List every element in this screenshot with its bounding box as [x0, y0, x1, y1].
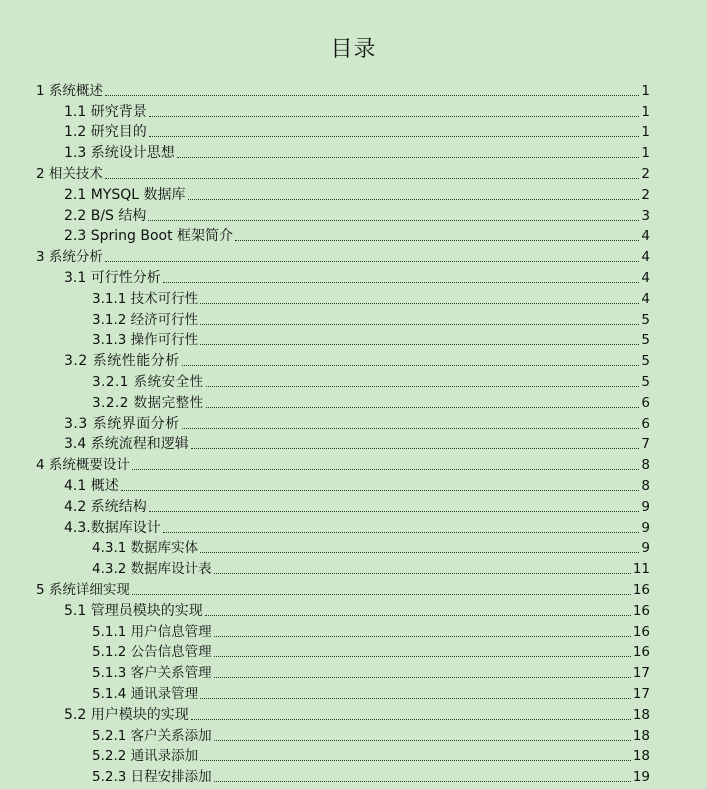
dot-leader: [191, 448, 640, 449]
toc-entry-label: 3.3 系统界面分析: [64, 415, 180, 432]
toc-entry-page: 4: [641, 228, 650, 245]
toc-entry-2-1[interactable]: [64, 184, 650, 205]
toc-entry-label: 2 相关技术: [36, 165, 103, 182]
toc-entry-page: 7: [641, 436, 650, 453]
toc-entry-label: 5 系统详细实现: [36, 581, 130, 598]
toc-entry-label: 5.2.2 通讯录添加: [92, 748, 199, 765]
dot-leader: [200, 698, 631, 699]
dot-leader: [214, 573, 631, 574]
dot-leader: [214, 677, 631, 678]
toc-entry-label: 4.1 概述: [64, 477, 119, 494]
toc-entry-3[interactable]: [36, 246, 650, 267]
toc-entry-page: 19: [632, 769, 650, 786]
toc-entry-page: 8: [641, 477, 650, 494]
toc-entry-page: 16: [632, 581, 650, 598]
toc-entry-5[interactable]: [36, 579, 650, 600]
toc-entry-label: 5.2 用户模块的实现: [64, 706, 189, 723]
toc-entry-page: 16: [632, 623, 650, 640]
toc-entry-4-3-1[interactable]: [92, 538, 650, 559]
toc-entry-label: 5.1 管理员模块的实现: [64, 602, 203, 619]
toc-entry-label: 1.1 研究背景: [64, 103, 147, 120]
dot-leader: [105, 95, 640, 96]
toc-entry-5-1[interactable]: [64, 600, 650, 621]
toc-entry-1-1[interactable]: [64, 101, 650, 122]
toc-entry-1[interactable]: [36, 80, 650, 101]
toc-entry-label: 1 系统概述: [36, 82, 103, 99]
toc-entry-label: 4.3.数据库设计: [64, 519, 161, 536]
toc-entry-5-2-3[interactable]: [92, 766, 650, 787]
toc-entry-page: 4: [641, 249, 650, 266]
page-title: 目录: [330, 37, 377, 62]
toc-entry-3-1-1[interactable]: [92, 288, 650, 309]
dot-leader: [132, 594, 631, 595]
toc-entry-label: 4.3.1 数据库实体: [92, 540, 199, 557]
toc-entry-page: 16: [632, 602, 650, 619]
dot-leader: [214, 740, 631, 741]
toc-entry-label: 1.2 研究目的: [64, 124, 147, 141]
toc-entry-5-1-1[interactable]: [92, 621, 650, 642]
toc-entry-5-1-3[interactable]: [92, 662, 650, 683]
dot-leader: [200, 760, 631, 761]
toc-entry-page: 1: [641, 103, 650, 120]
toc-entry-page: 5: [641, 373, 650, 390]
dot-leader: [105, 261, 640, 262]
toc-entry-5-1-4[interactable]: [92, 683, 650, 704]
toc-entry-5-2-1[interactable]: [92, 725, 650, 746]
toc-entry-2[interactable]: [36, 163, 650, 184]
toc-entry-4-3-2[interactable]: [92, 558, 650, 579]
dot-leader: [132, 469, 640, 470]
toc-entry-page: 4: [641, 269, 650, 286]
toc-entry-label: 3.2.1 系统安全性: [92, 373, 204, 390]
toc-entry-label: 3.2 系统性能分析: [64, 353, 180, 370]
toc-entry-label: 5.1.4 通讯录管理: [92, 685, 199, 702]
toc-entry-label: 4.2 系统结构: [64, 498, 147, 515]
toc-entry-page: 3: [641, 207, 650, 224]
toc-entry-label: 5.1.3 客户关系管理: [92, 665, 212, 682]
toc-entry-4-3[interactable]: [64, 517, 650, 538]
toc-entry-page: 5: [641, 353, 650, 370]
toc-entry-page: 18: [632, 748, 650, 765]
toc-entry-page: 18: [632, 727, 650, 744]
toc-entry-page: 1: [641, 124, 650, 141]
toc-entry-label: 3.1.1 技术可行性: [92, 290, 199, 307]
toc-entry-label: 2.3 Spring Boot 框架简介: [64, 228, 234, 245]
toc-entry-label: 5.2.1 客户关系添加: [92, 727, 212, 744]
toc-entry-page: 11: [632, 561, 650, 578]
dot-leader: [191, 719, 631, 720]
toc-entry-label: 3.2.2 数据完整性: [92, 394, 204, 411]
toc-entry-label: 3.1.2 经济可行性: [92, 311, 199, 328]
dot-leader: [149, 511, 640, 512]
dot-leader: [121, 490, 640, 491]
toc-entry-1-3[interactable]: [64, 142, 650, 163]
toc-entry-label: 2.1 MYSQL 数据库: [64, 186, 186, 203]
toc-entry-page: 17: [632, 685, 650, 702]
toc-entry-page: 8: [641, 457, 650, 474]
toc-entry-page: 6: [641, 415, 650, 432]
toc-entry-label: 3.1 可行性分析: [64, 269, 161, 286]
toc-entry-page: 5: [641, 332, 650, 349]
dot-leader: [148, 220, 639, 221]
dot-leader: [206, 386, 640, 387]
toc-entry-3-1-2[interactable]: [92, 309, 650, 330]
toc-entry-page: 9: [641, 540, 650, 557]
toc-entry-1-2[interactable]: [64, 122, 650, 143]
dot-leader: [182, 428, 640, 429]
toc-entry-4[interactable]: [36, 454, 650, 475]
toc-entry-label: 5.2.3 日程安排添加: [92, 769, 212, 786]
toc-entry-page: 17: [632, 665, 650, 682]
toc-entry-page: 18: [632, 706, 650, 723]
toc-entry-label: 3 系统分析: [36, 249, 103, 266]
toc-entry-label: 5.1.1 用户信息管理: [92, 623, 212, 640]
toc-entry-3-1-3[interactable]: [92, 330, 650, 351]
toc-entry-label: 4 系统概要设计: [36, 457, 130, 474]
dot-leader: [177, 157, 640, 158]
toc-entry-page: 9: [641, 519, 650, 536]
dot-leader: [163, 532, 640, 533]
toc-entry-5-1-2[interactable]: [92, 642, 650, 663]
toc-entry-page: 16: [632, 644, 650, 661]
toc-entry-label: 3.4 系统流程和逻辑: [64, 436, 189, 453]
toc-entry-3-1[interactable]: [64, 267, 650, 288]
toc-entry-3-2-2[interactable]: [92, 392, 650, 413]
toc-entry-2-2[interactable]: [64, 205, 650, 226]
toc-entry-page: 6: [641, 394, 650, 411]
dot-leader: [200, 303, 639, 304]
dot-leader: [182, 365, 640, 366]
dot-leader: [214, 636, 631, 637]
dot-leader: [188, 199, 640, 200]
toc-entry-page: 5: [641, 311, 650, 328]
dot-leader: [235, 240, 639, 241]
toc-entry-3-2-1[interactable]: [92, 371, 650, 392]
dot-leader: [149, 136, 640, 137]
dot-leader: [200, 324, 639, 325]
toc-entry-2-3[interactable]: [64, 226, 650, 247]
toc-entry-4-2[interactable]: [64, 496, 650, 517]
toc-entry-5-2-2[interactable]: [92, 746, 650, 767]
toc-entry-label: 1.3 系统设计思想: [64, 145, 175, 162]
dot-leader: [105, 178, 640, 179]
dot-leader: [205, 615, 631, 616]
toc-entry-label: 2.2 B/S 结构: [64, 207, 147, 224]
toc-entry-page: 2: [641, 165, 650, 182]
dot-leader: [200, 344, 639, 345]
toc-entry-3-4[interactable]: [64, 434, 650, 455]
dot-leader: [163, 282, 640, 283]
toc-entry-3-2[interactable]: [64, 350, 650, 371]
toc-entry-page: 2: [641, 186, 650, 203]
toc-entry-page: 1: [641, 145, 650, 162]
toc-entry-3-3[interactable]: [64, 413, 650, 434]
dot-leader: [206, 407, 640, 408]
toc-entry-5-2[interactable]: [64, 704, 650, 725]
dot-leader: [149, 116, 640, 117]
toc-entry-page: 1: [641, 82, 650, 99]
toc-entry-label: 3.1.3 操作可行性: [92, 332, 199, 349]
toc-entry-page: 9: [641, 498, 650, 515]
toc-entry-4-1[interactable]: [64, 475, 650, 496]
toc-entry-label: 4.3.2 数据库设计表: [92, 561, 212, 578]
toc-entry-page: 4: [641, 290, 650, 307]
dot-leader: [214, 781, 631, 782]
dot-leader: [214, 656, 631, 657]
toc-entry-label: 5.1.2 公告信息管理: [92, 644, 212, 661]
dot-leader: [200, 552, 639, 553]
